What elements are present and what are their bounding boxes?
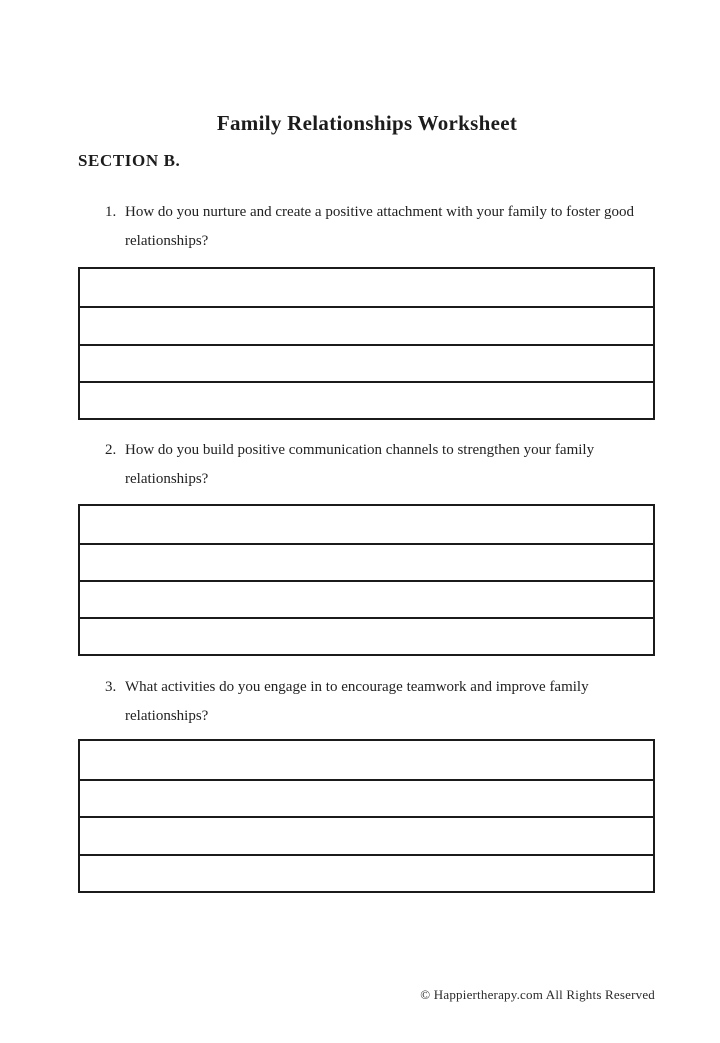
question-1-text: How do you nurture and create a positive attachment with your family to foster good relationships? xyxy=(125,204,635,249)
answer-line[interactable] xyxy=(80,344,653,381)
question-3-number: 3. xyxy=(105,679,117,695)
answer-box-1 xyxy=(78,267,655,420)
answer-box-3 xyxy=(78,739,655,893)
answer-line[interactable] xyxy=(80,779,653,817)
answer-line[interactable] xyxy=(80,741,653,779)
answer-line[interactable] xyxy=(80,543,653,580)
question-2-text: How do you build positive communication channels to strengthen your family relationships? xyxy=(125,442,595,487)
page-title: Family Relationships Worksheet xyxy=(216,111,518,136)
answer-line[interactable] xyxy=(80,269,653,306)
copyright-notice: © Happiertherapy.com All Rights Reserved xyxy=(420,987,655,1002)
question-1-number: 1. xyxy=(105,204,117,220)
question-3 xyxy=(105,673,657,731)
answer-box-2 xyxy=(78,504,655,656)
answer-line[interactable] xyxy=(80,617,653,654)
question-2-number: 2. xyxy=(105,442,117,458)
answer-line[interactable] xyxy=(80,816,653,854)
answer-line[interactable] xyxy=(80,381,653,418)
question-2 xyxy=(105,436,657,494)
question-3-text: What activities do you engage in to encourage teamwork and improve family relationships? xyxy=(125,679,589,724)
answer-line[interactable] xyxy=(80,306,653,343)
answer-line[interactable] xyxy=(80,506,653,543)
answer-line[interactable] xyxy=(80,580,653,617)
answer-line[interactable] xyxy=(80,854,653,892)
question-1 xyxy=(105,198,657,256)
section-b-heading: SECTION B. xyxy=(78,151,181,170)
